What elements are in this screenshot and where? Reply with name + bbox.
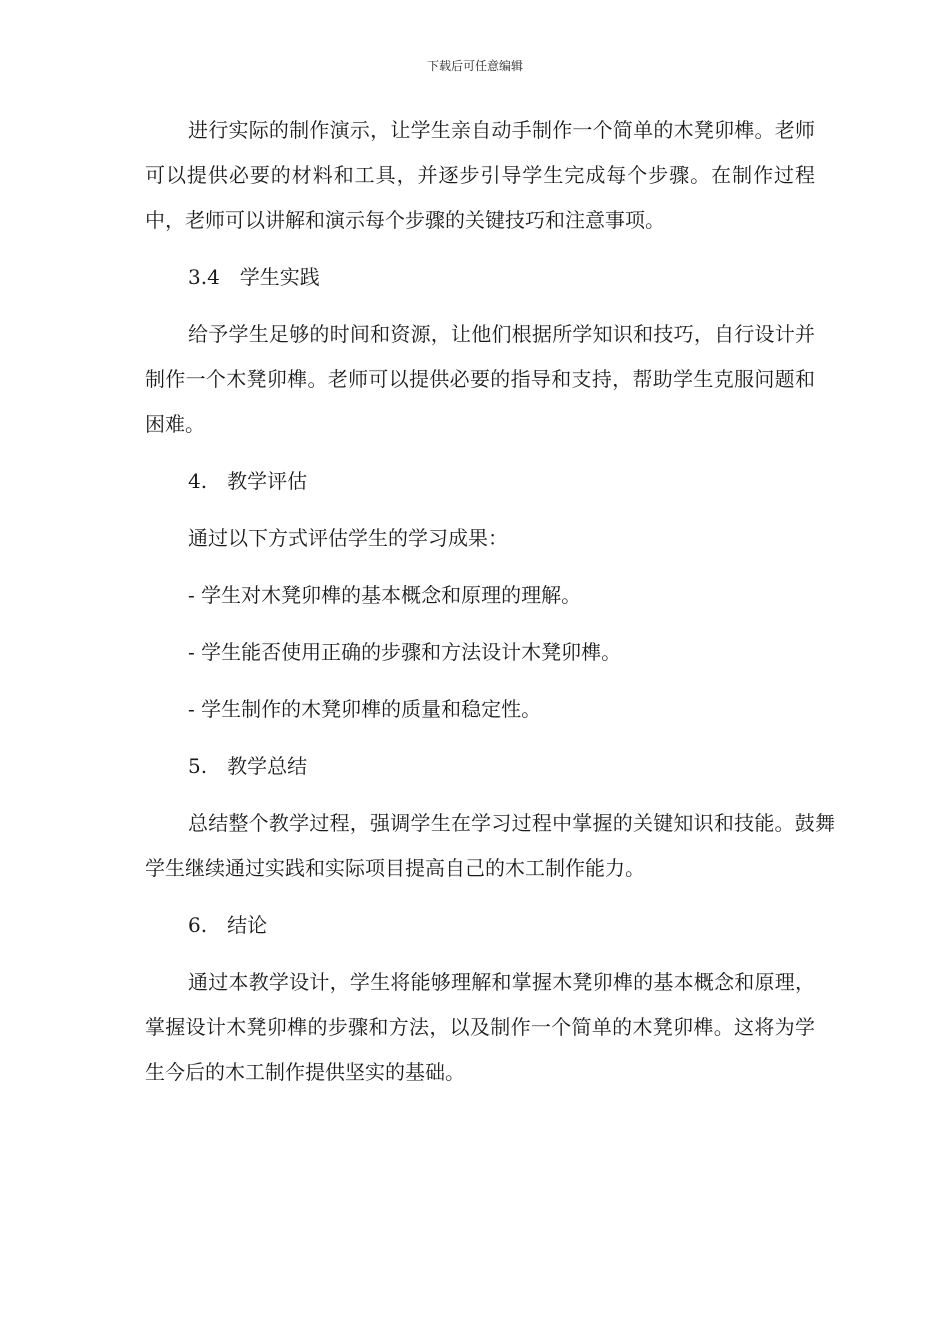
- section-heading-6: 6. 结论: [188, 913, 268, 937]
- list-item: - 学生能否使用正确的步骤和方法设计木凳卯榫。: [188, 640, 622, 664]
- paragraph-practice: 给予学生足够的时间和资源，让他们根据所学知识和技巧，自行设计并制作一个木凳卯榫。老师可以提供必要的指导和支持，帮助学生克服问题和困难。: [145, 322, 815, 436]
- paragraph-demonstration: 进行实际的制作演示，让学生亲自动手制作一个简单的木凳卯榫。老师可以提供必要的材料和工具，并逐步引导学生完成每个步骤。在制作过程中，老师可以讲解和演示每个步骤的关键技巧和注意事项。: [145, 118, 815, 232]
- list-item: - 学生制作的木凳卯榫的质量和稳定性。: [188, 697, 542, 721]
- document-body: [145, 108, 835, 1107]
- paragraph-evaluation-intro: 通过以下方式评估学生的学习成果：: [188, 526, 508, 550]
- paragraph-summary: 总结整个教学过程，强调学生在学习过程中掌握的关键知识和技能。鼓舞学生继续通过实践和实际项目提高自己的木工制作能力。: [145, 811, 835, 880]
- page-header: 下载后可任意编辑: [426, 59, 523, 73]
- section-heading-5: 5. 教学总结: [188, 754, 308, 778]
- paragraph-conclusion: 通过本教学设计，学生将能够理解和掌握木凳卯榫的基本概念和原理，掌握设计木凳卯榫的步骤和方法，以及制作一个简单的木凳卯榫。这将为学生今后的木工制作提供坚实的基础。: [145, 970, 815, 1084]
- section-heading-4: 4. 教学评估: [188, 469, 308, 493]
- list-item: - 学生对木凳卯榫的基本概念和原理的理解。: [188, 583, 582, 607]
- section-heading-3-4: 3.4 学生实践: [188, 265, 320, 289]
